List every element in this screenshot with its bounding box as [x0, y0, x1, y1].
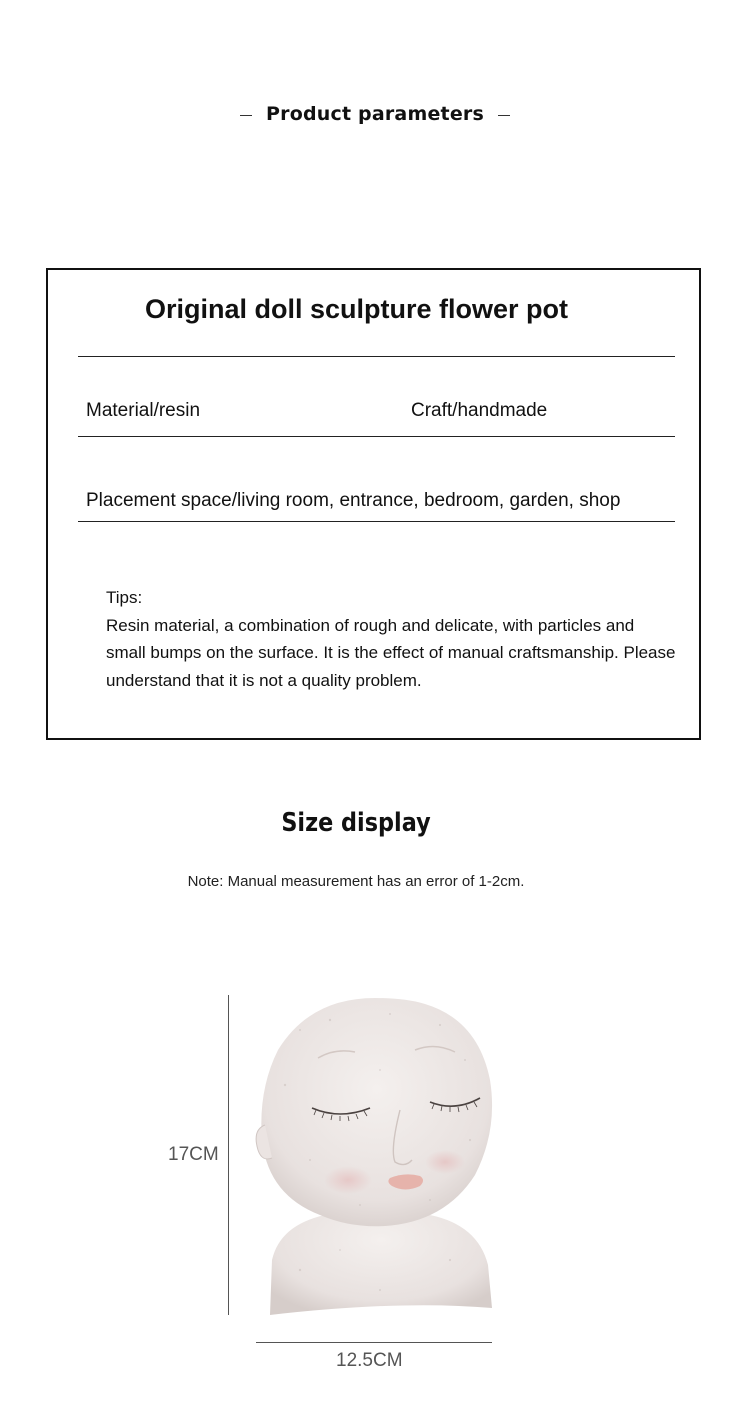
size-display-title: Size display	[281, 808, 431, 838]
divider	[78, 436, 675, 437]
tips-block	[106, 584, 676, 694]
section-header	[0, 96, 750, 132]
width-dimension-line	[256, 1342, 492, 1343]
section-title: Product parameters	[266, 103, 484, 125]
sculpture-head	[261, 998, 492, 1226]
spec-placement: Placement space/living room, entrance, bedroom, garden, shop	[86, 490, 621, 511]
height-dimension-line	[228, 995, 229, 1315]
header-dash-left	[240, 115, 252, 116]
parameters-box	[46, 268, 701, 740]
size-note: Note: Manual measurement has an error of 1-2cm.	[187, 873, 525, 890]
sculpture-image	[240, 990, 510, 1320]
header-dash-right	[498, 115, 510, 116]
spec-craft: Craft/handmade	[411, 400, 548, 421]
spec-material: Material/resin	[86, 400, 201, 421]
width-label: 12.5CM	[336, 1350, 403, 1371]
tips-text: Resin material, a combination of rough and delicate, with particles and small bumps on the surface. It is the effect of manual craftsmanship. Please understand that it is not a quality problem.	[106, 615, 676, 690]
product-name: Original doll sculpture flower pot	[145, 294, 569, 324]
divider	[78, 356, 675, 357]
tips-label: Tips:	[106, 588, 143, 607]
height-label: 17CM	[168, 1144, 219, 1165]
divider	[78, 521, 675, 522]
